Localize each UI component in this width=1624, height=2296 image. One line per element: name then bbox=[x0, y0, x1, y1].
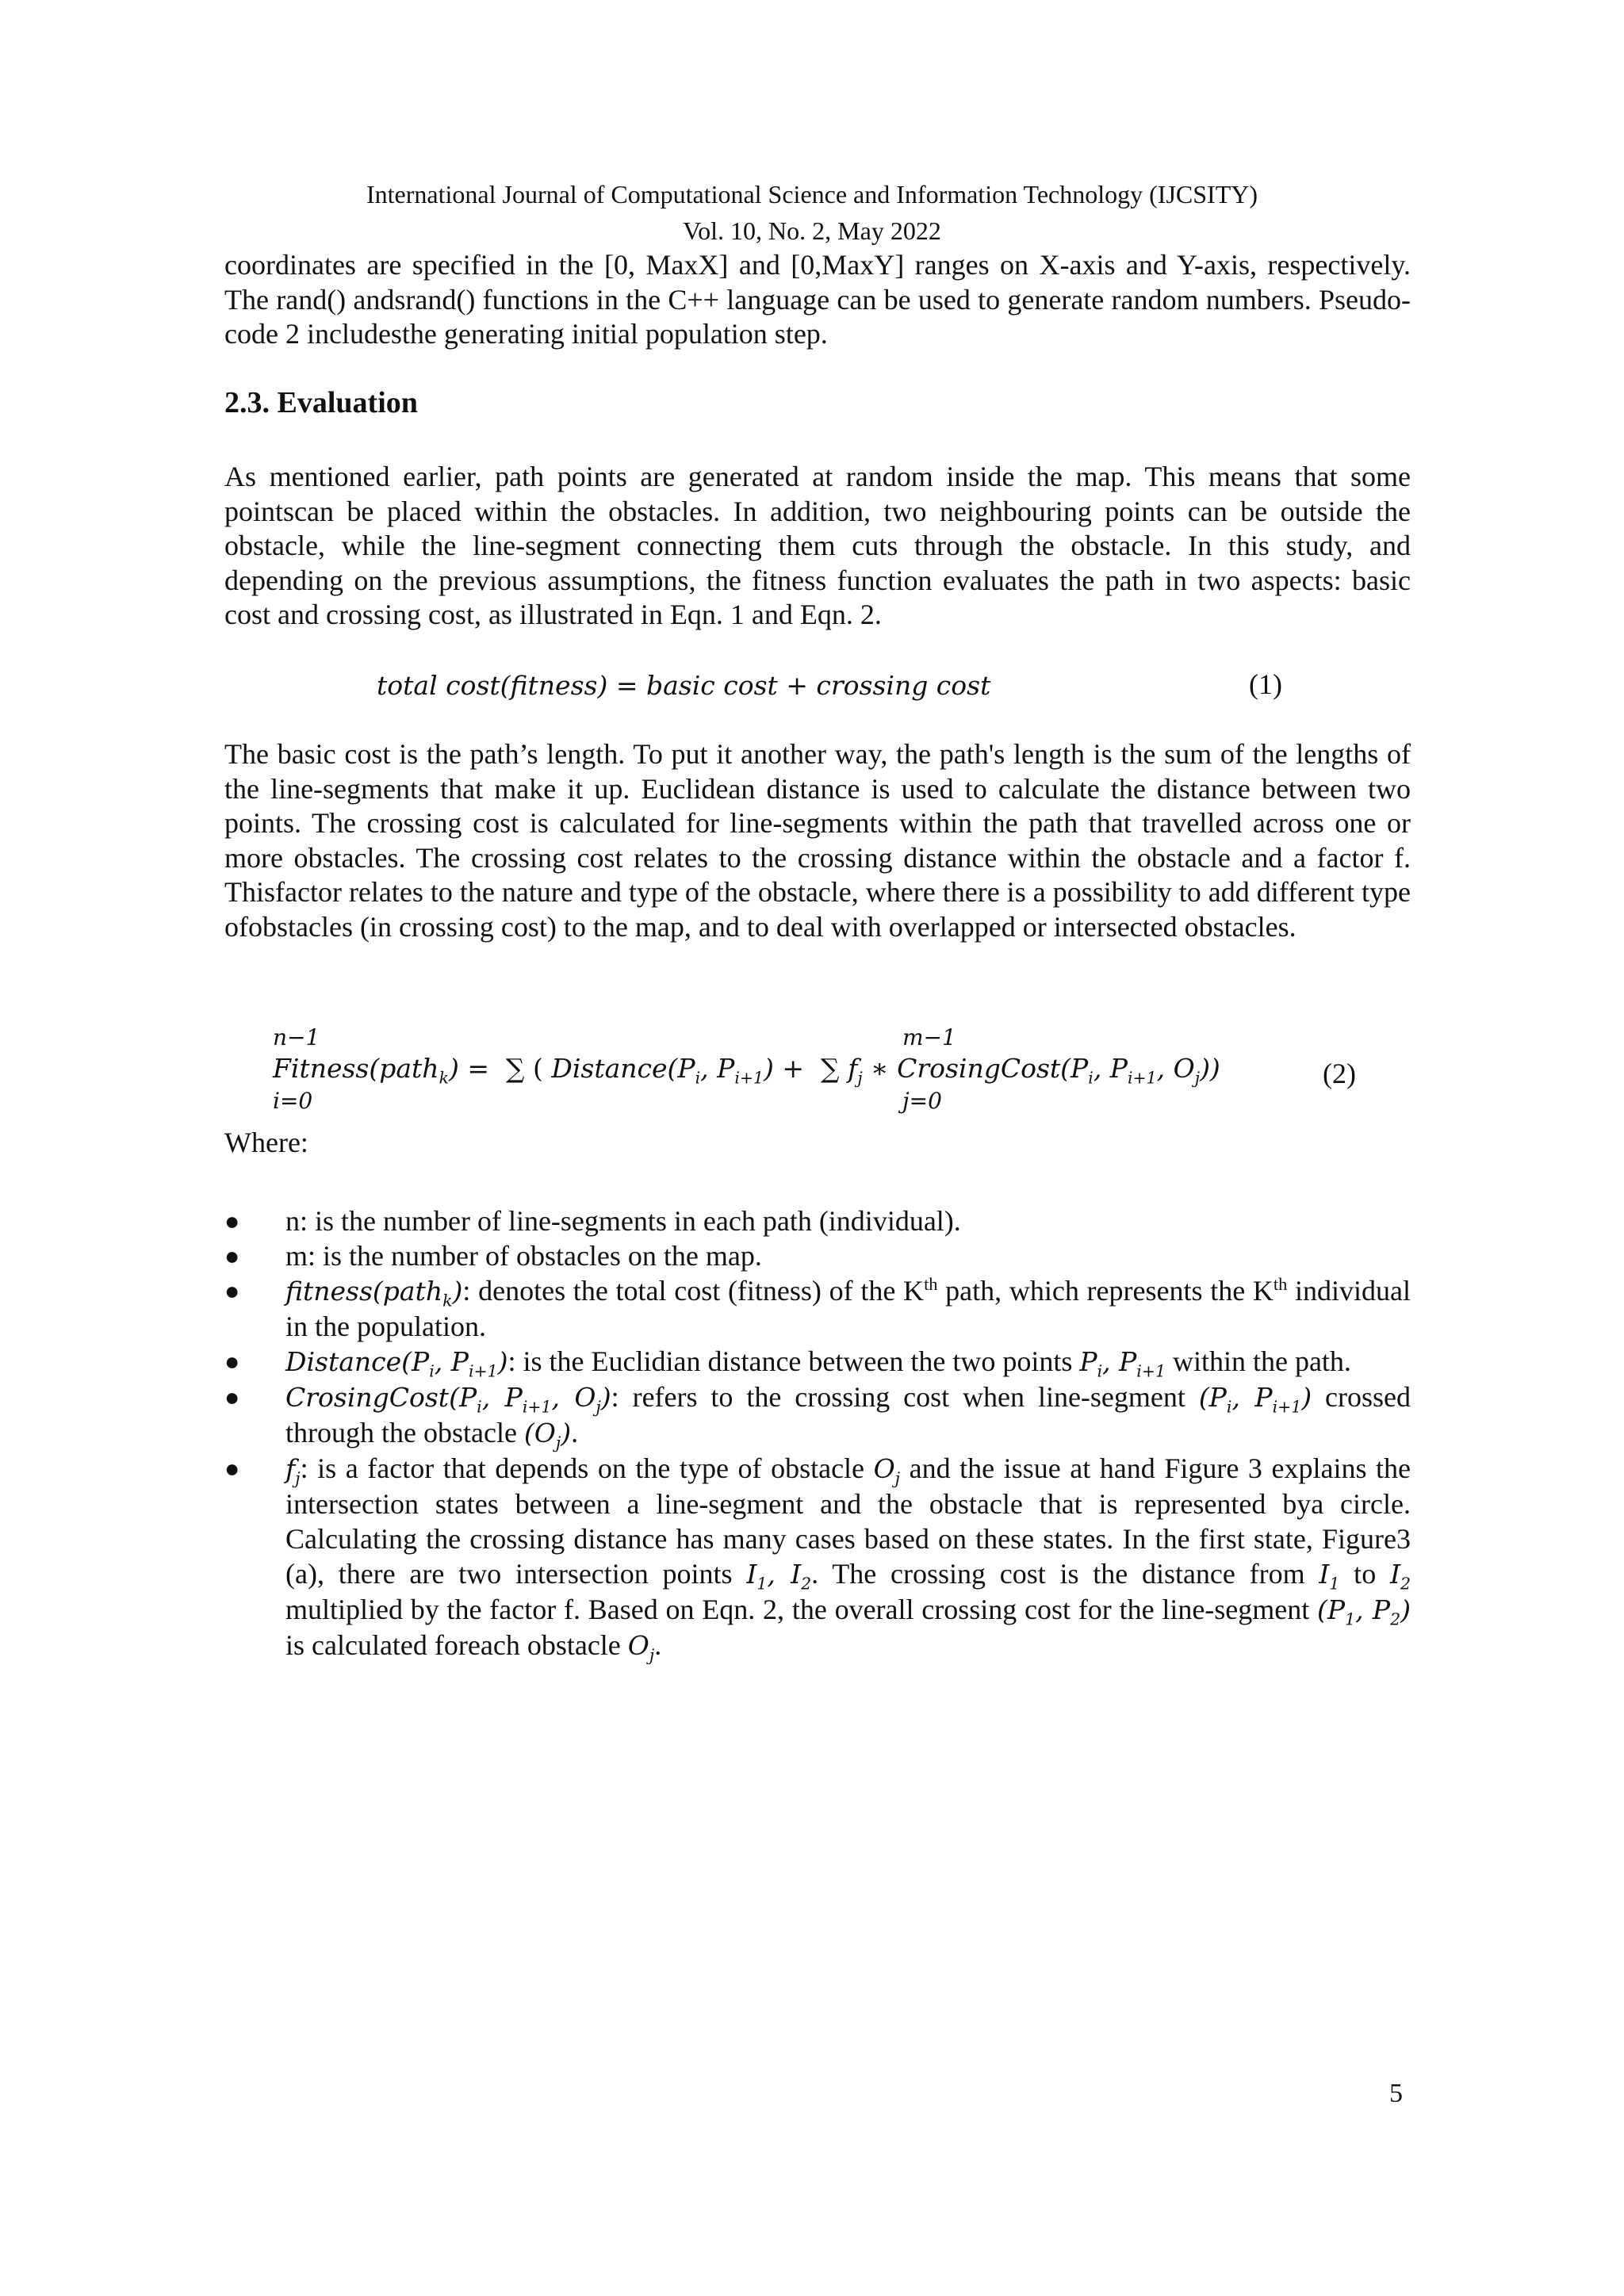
list-item: ● fitness(path$_k$): denotes the total cost (fitness) of the $K^{th}$ path, which represents the $K^{th}$ individual in the population. bbox=[224, 1274, 1411, 1342]
eq2-sum-lower-right: j=0 bbox=[902, 1088, 942, 1114]
running-header bbox=[0, 176, 1624, 249]
equation-2: Fitness(path$_k$) = ∑ ( $Distance(P_i$, $P_{i+1}$) + ∑ $f_j$ ∗ $CrosingCost(P_i$, $P_{i+1}$, $O_j$)) bbox=[273, 1053, 1220, 1088]
section-title: 2.3. Evaluation bbox=[224, 386, 418, 419]
list-item: ● $Distance(P_i$, $P_{i+1}$): is the Euclidian distance between the two points $P_i$, $P_{i+1}$ within the path. bbox=[224, 1345, 1351, 1381]
eq2-sum-lower-left: i=0 bbox=[273, 1088, 313, 1114]
paragraph-basic-cost: The basic cost is the path’s length. To put it another way, the path's length is the sum of the lengths of the line-segments that make it up. Euclidean distance is used to calculate the distance between two points. The crossing cost is calculated for line-segments within the path that travelled across one or more obstacles. The crossing cost relates to the crossing distance within the obstacle and a factor f. Thisfactor relates to the nature and type of the obstacle, where there is a possibility to add different type ofobstacles (in crossing cost) to the map, and to deal with overlapped or intersected obstacles. bbox=[224, 738, 1411, 943]
list-item: ● $CrosingCost(P_i$, $P_{i+1}$, $O_j$): refers to the crossing cost when line-segment ($P_i$, $P_{i+1}$) crossed through the obstacle $(O_j)$. bbox=[224, 1381, 1411, 1452]
list-item: ● $f_j$: is a factor that depends on the type of obstacle $O_j$ and the issue at hand Figure 3 explains the intersection states between a line-segment and the obstacle that is represented bya circle. Calculating the crossing distance has many cases based on these states. In the first state, Figure3 (a), there are two intersection points $I_1$, $I_2$. The crossing cost is the distance from $I_1$ to $I_2$ multiplied by the factor f. Based on Eqn. 2, the overall crossing cost for the line-segment ($P_1$, $P_2$) is calculated foreach obstacle $O_j$. bbox=[224, 1452, 1411, 1665]
bullet-icon: ● bbox=[224, 1242, 240, 1270]
definitions-list bbox=[224, 1203, 1411, 1663]
eq2-sum-upper-right: m−1 bbox=[902, 1024, 956, 1050]
list-item: ● m: is the number of obstacles on the map. bbox=[224, 1240, 762, 1272]
bullet-icon: ● bbox=[224, 1383, 240, 1411]
bullet-icon: ● bbox=[224, 1276, 240, 1305]
bullet-icon: ● bbox=[224, 1347, 240, 1376]
where-label: Where: bbox=[224, 1127, 308, 1158]
bullet-icon: ● bbox=[224, 1454, 240, 1483]
page-number: 5 bbox=[1389, 2079, 1403, 2108]
journal-volume: Vol. 10, No. 2, May 2022 bbox=[683, 216, 941, 245]
list-item: ● n: is the number of line-segments in each path (individual). bbox=[224, 1205, 961, 1237]
equation-2-number: (2) bbox=[1323, 1058, 1356, 1089]
equation-1-number: (1) bbox=[1249, 668, 1282, 700]
bullet-icon: ● bbox=[224, 1207, 240, 1235]
journal-name: International Journal of Computational Science and Information Technology (IJCSITY) bbox=[366, 180, 1258, 209]
paragraph-intro: coordinates are specified in the [0, MaxX] and [0,MaxY] ranges on X-axis and Y-axis, respectively. The rand() andsrand() functions in the C++ language can be used to generate random numbers. Pseudo-code 2 includesthe generating initial population step. bbox=[224, 249, 1411, 350]
equation-1: total cost(fitness) = basic cost + crossing cost bbox=[377, 670, 991, 701]
paragraph-evaluation: As mentioned earlier, path points are generated at random inside the map. This means that some pointscan be placed within the obstacles. In addition, two neighbouring points can be outside the obstacle, while the line-segment connecting them cuts through the obstacle. In this study, and depending on the previous assumptions, the fitness function evaluates the path in two aspects: basic cost and crossing cost, as illustrated in Eqn. 1 and Eqn. 2. bbox=[224, 461, 1411, 630]
eq2-sum-upper-left: n−1 bbox=[273, 1024, 320, 1050]
